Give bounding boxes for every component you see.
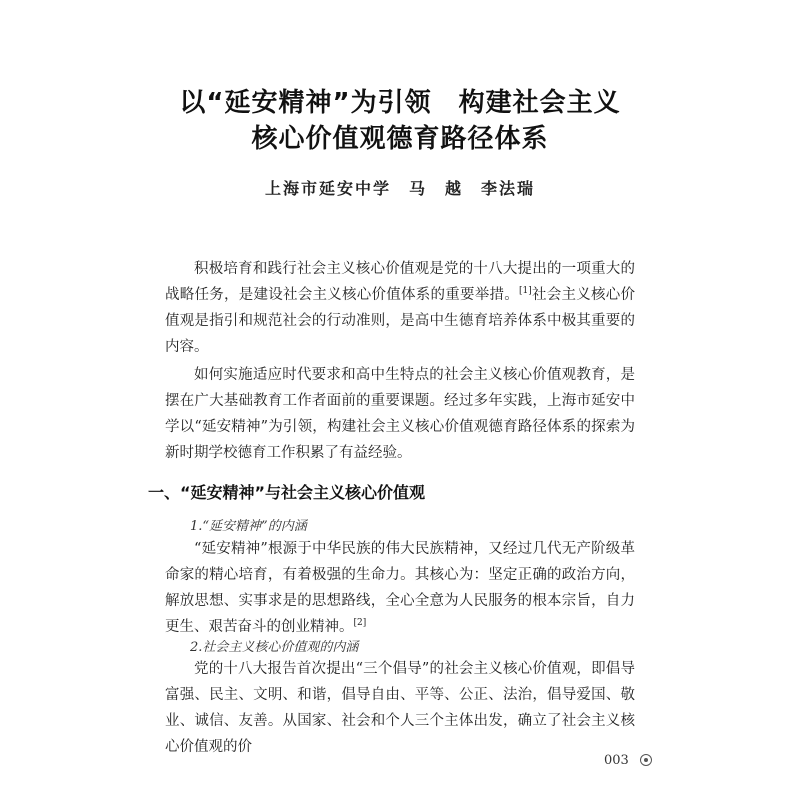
subsection-heading-1-1: 1.“延安精神”的内涵 [190, 519, 307, 534]
section-heading-1: 一、“延安精神”与社会主义核心价值观 [148, 483, 426, 502]
page-number: 003 [604, 753, 629, 768]
paragraph-text: “延安精神”根源于中华民族的伟大民族精神，又经过几代无产阶级革命家的精心培育，有着极强的生命力。其核心为：坚定正确的政治方向，解放思想、实事求是的思想路线，全心全意为人民服务的根本宗旨，自力更生、艰苦奋斗的创业精神。 [165, 541, 635, 635]
subsection-heading-1-2: 2.社会主义核心价值观的内涵 [190, 640, 359, 655]
author-line: 上海市延安中学 马 越 李法瑞 [264, 179, 535, 198]
citation-ref: [2] [353, 618, 367, 628]
paragraph-intro-1 [165, 256, 635, 360]
page-ornament-icon [640, 754, 652, 766]
article-title-line-1: 以“延安精神”为引领 构建社会主义 [179, 88, 621, 118]
paragraph-core-values: 党的十八大报告首次提出“三个倡导”的社会主义核心价值观，即倡导富强、民主、文明、和谐，倡导自由、平等、公正、法治，倡导爱国、敬业、诚信、友善。从国家、社会和个人三个主体出发，确立了社会主义核心价值观的价 [165, 661, 635, 755]
paragraph-yanan-spirit [165, 536, 635, 640]
paragraph-text: 积极培育和践行社会主义核心价值观是党的十八大提出的一项重大的战略任务，是建设社会主义核心价值体系的重要举措。 [165, 261, 635, 303]
paragraph-text: 社会主义核心价值观是指引和规范社会的行动准则，是高中生德育培养体系中极其重要的内容。 [165, 287, 635, 355]
paragraph-intro-2: 如何实施适应时代要求和高中生特点的社会主义核心价值观教育，是摆在广大基础教育工作者面前的重要课题。经过多年实践，上海市延安中学以“延安精神”为引领，构建社会主义核心价值观德育路径体系的探索为新时期学校德育工作积累了有益经验。 [165, 367, 635, 461]
article-title-line-2: 核心价值观德育路径体系 [251, 124, 549, 154]
citation-ref: [1] [519, 286, 532, 296]
